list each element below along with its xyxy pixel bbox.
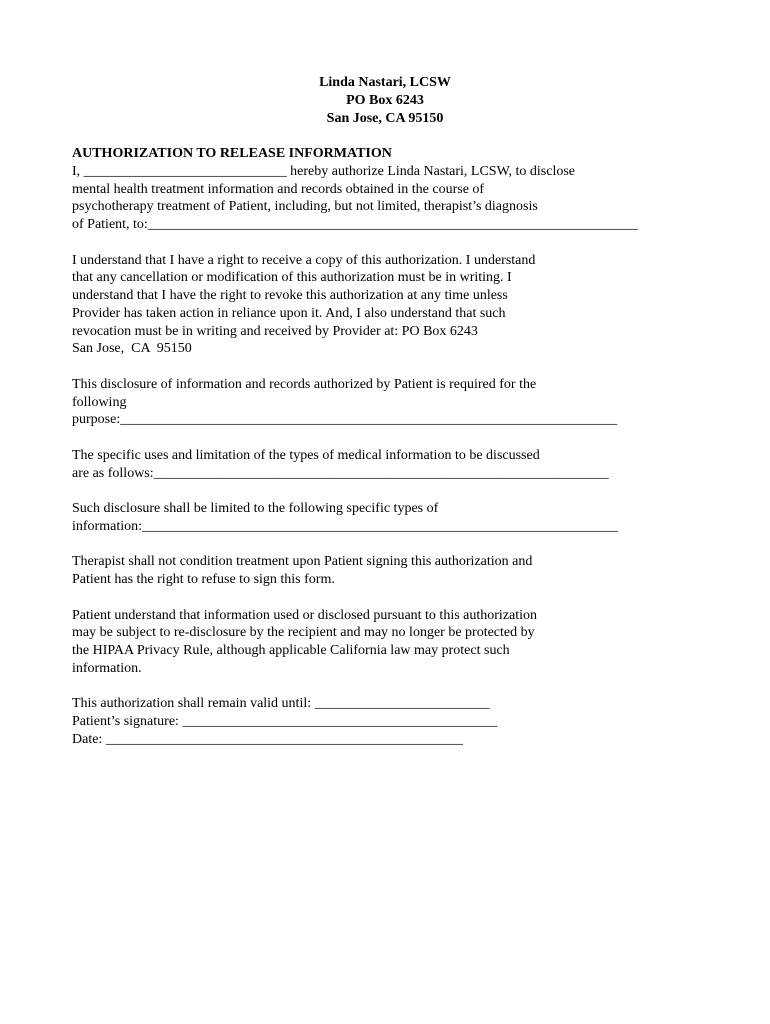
paragraph-line: San Jose, CA 95150	[72, 341, 192, 357]
limitation-paragraph	[72, 500, 722, 536]
document-body	[72, 145, 722, 749]
condition-paragraph	[72, 553, 722, 589]
rights-paragraph	[72, 252, 722, 359]
paragraph-line: This disclosure of information and records authorized by Patient is required for the	[72, 376, 537, 392]
paragraph-line: psychotherapy treatment of Patient, including, but not limited, therapist’s diagnosis	[72, 199, 538, 215]
paragraph-line: that any cancellation or modification of this authorization must be in writing. I	[72, 270, 512, 286]
purpose-field: purpose:_______________________________________________________________________	[72, 412, 618, 428]
paragraph-line: Therapist shall not condition treatment upon Patient signing this authorization and	[72, 554, 533, 570]
paragraph-line: I understand that I have a right to receive a copy of this authorization. I understand	[72, 252, 536, 268]
paragraph-line: The specific uses and limitation of the types of medical information to be discussed	[72, 447, 540, 463]
paragraph-line: following	[72, 394, 127, 410]
paragraph-line: the HIPAA Privacy Rule, although applicable California law may protect such	[72, 643, 510, 658]
uses-paragraph	[72, 447, 722, 483]
paragraph-line: Such disclosure shall be limited to the following specific types of	[72, 501, 439, 516]
redisclosure-paragraph	[72, 607, 722, 678]
signature-block	[72, 695, 722, 748]
provider-city: San Jose, CA 95150	[326, 111, 444, 126]
authorization-paragraph	[72, 163, 722, 234]
information-field: information:____________________________________________________________________	[72, 518, 618, 534]
paragraph-line: may be subject to re-disclosure by the recipient and may no longer be protected by	[72, 625, 535, 641]
signature-field: Patient’s signature: _____________________________________________	[72, 714, 498, 729]
paragraph-line: Patient has the right to refuse to sign this form.	[72, 572, 335, 587]
paragraph-line: Provider has taken action in reliance upon it. And, I also understand that such	[72, 305, 506, 321]
date-field: Date: ___________________________________________________	[72, 731, 463, 747]
paragraph-line: of Patient, to:______________________________________________________________________	[72, 217, 638, 232]
provider-name: Linda Nastari, LCSW	[319, 75, 451, 90]
provider-address: PO Box 6243	[346, 93, 424, 108]
valid-until-field: This authorization shall remain valid until: _________________________	[72, 696, 490, 712]
paragraph-line: I, _____________________________ hereby authorize Linda Nastari, LCSW, to disclose	[72, 163, 576, 179]
purpose-paragraph	[72, 376, 722, 429]
paragraph-line: understand that I have the right to revoke this authorization at any time unless	[72, 288, 508, 303]
letterhead	[0, 74, 770, 128]
uses-field: are as follows:_________________________________________________________________	[72, 465, 609, 481]
paragraph-line: information.	[72, 660, 142, 676]
paragraph-line: mental health treatment information and records obtained in the course of	[72, 181, 485, 197]
paragraph-line: Patient understand that information used or disclosed pursuant to this authorization	[72, 607, 538, 623]
document-title: AUTHORIZATION TO RELEASE INFORMATION	[72, 146, 392, 161]
paragraph-line: revocation must be in writing and received by Provider at: PO Box 6243	[72, 323, 478, 339]
